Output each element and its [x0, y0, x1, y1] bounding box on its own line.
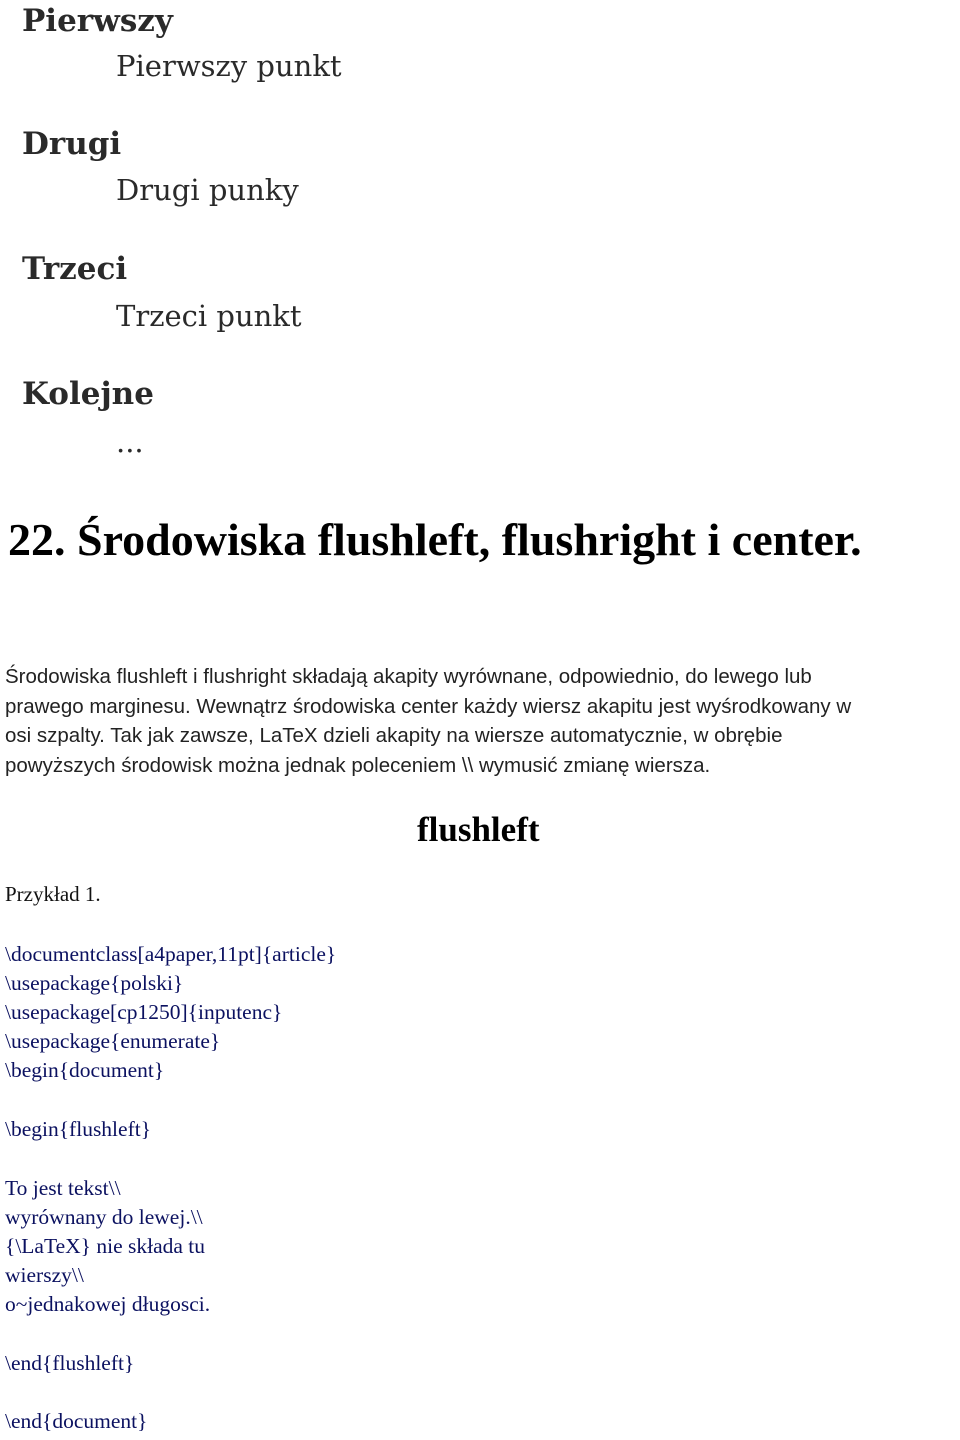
- code-line: wierszy\\: [5, 1263, 84, 1287]
- paragraph-line: powyższych środowisk można jednak poleceniem \\ wymusić zmianę wiersza.: [5, 753, 711, 777]
- list-item-label: Kolejne: [22, 376, 154, 412]
- code-line: \usepackage{enumerate}: [5, 1029, 221, 1053]
- list-item-text: Drugi punky: [116, 173, 299, 207]
- paragraph-line: prawego marginesu. Wewnątrz środowiska center każdy wiersz akapitu jest wyśrodkowany w: [5, 694, 852, 718]
- code-line: \usepackage{polski}: [5, 971, 184, 995]
- code-line: \end{document}: [5, 1409, 148, 1433]
- list-item-text: Trzeci punkt: [116, 299, 302, 333]
- example-label: Przykład 1.: [5, 882, 101, 906]
- list-item-text: ...: [116, 425, 144, 459]
- list-item-label: Pierwszy: [22, 3, 173, 39]
- code-line: o~jednakowej długosci.: [5, 1292, 211, 1316]
- list-item-label: Drugi: [22, 126, 122, 162]
- code-line: \end{flushleft}: [5, 1351, 135, 1375]
- code-line: {\LaTeX} nie składa tu: [5, 1234, 206, 1258]
- paragraph-line: Środowiska flushleft i flushright składają akapity wyrównane, odpowiednio, do lewego lub: [5, 665, 812, 688]
- example-title: flushleft: [417, 810, 540, 849]
- section-heading: 22. Środowiska flushleft, flushright i center.: [8, 514, 862, 565]
- list-item-text: Pierwszy punkt: [116, 49, 342, 83]
- code-line: \usepackage[cp1250]{inputenc}: [5, 1000, 283, 1024]
- code-line: wyrównany do lewej.\\: [5, 1205, 203, 1229]
- code-line: \begin{flushleft}: [5, 1117, 152, 1141]
- code-line: \documentclass[a4paper,11pt]{article}: [5, 942, 337, 966]
- code-line: \begin{document}: [5, 1058, 165, 1082]
- intro-paragraph: [5, 662, 955, 780]
- code-line: To jest tekst\\: [5, 1176, 121, 1200]
- list-item-label: Trzeci: [22, 251, 128, 287]
- paragraph-line: osi szpalty. Tak jak zawsze, LaTeX dzieli akapity na wiersze automatycznie, w obrębie: [5, 724, 783, 747]
